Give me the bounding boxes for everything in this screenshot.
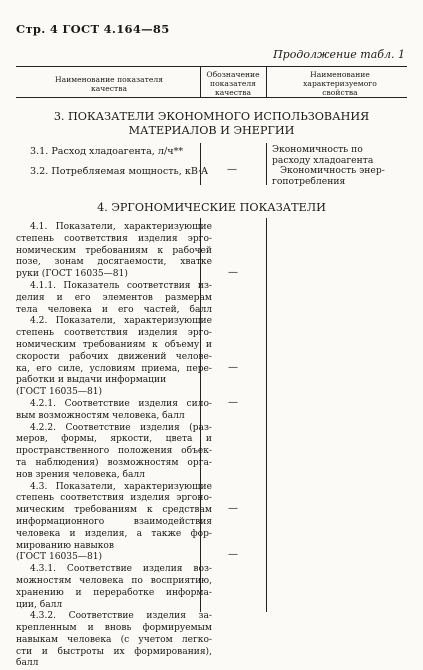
symbol-dash-4-1-1: — (228, 267, 238, 278)
text-line: руки (ГОСТ 16035—81) (16, 269, 128, 280)
text-line: позе, зонам досягаемости, хватке (16, 257, 212, 268)
column-header-symbol: Обозначение показателя качества (206, 70, 260, 97)
text-line: мическим требованиям к средствам (16, 505, 212, 516)
text-line: можностям человека по восприятию, (16, 575, 212, 586)
symbol-dash-4-3-1: — (228, 503, 238, 514)
text-line: мированию навыков (16, 540, 115, 551)
symbol-dash-4-2-1: — (228, 362, 238, 373)
column-divider-1-sec3 (200, 143, 201, 185)
text-line: 4.3.1. Соответствие изделия воз- (30, 564, 212, 575)
symbol-dash-4-2-2: — (228, 397, 238, 408)
section-4-text (16, 222, 212, 670)
text-line: (ГОСТ 16035—81) (16, 387, 103, 398)
text-line: 4.1. Показатели, характеризующие (30, 222, 212, 232)
text-line: номическим требованиям к рабочей (16, 245, 212, 256)
text-line: хранению и переработке информа- (16, 587, 212, 598)
table-header-rule (16, 97, 407, 98)
text-line: нов зрения человека, балл (16, 469, 145, 480)
column-divider-1 (200, 66, 201, 98)
text-line: скорости рабочих движений челове- (16, 351, 212, 362)
table-top-rule (16, 66, 407, 67)
text-line: степень соответствия изделия эрго- (16, 328, 212, 339)
section-3-title (16, 110, 407, 138)
text-line: вым возможностям человека, балл (16, 410, 185, 421)
text-line: 4.2.1. Соответствие изделия сило- (30, 398, 212, 409)
text-line: информационного взаимодействия (16, 516, 212, 527)
text-line: 4.3. Показатели, характеризующие (30, 481, 212, 492)
symbol-dash-4-3-2: — (228, 549, 238, 560)
section-3-title-line2: МАТЕРИАЛОВ И ЭНЕРГИИ (128, 124, 295, 137)
row-3-2-symbol: — (227, 164, 237, 175)
column-header-name: Наименование показателя качества (55, 75, 163, 93)
text-line: меров, формы, яркости, цвета и (16, 434, 212, 445)
text-line: работки и выдачи информации (16, 375, 167, 386)
column-divider-2 (266, 66, 267, 98)
text-line: пространственного положения объек- (16, 446, 212, 457)
text-line: (ГОСТ 16035—81) (16, 552, 103, 563)
row-3-2-property-line1: Экономичность энер- (280, 165, 385, 176)
text-line: номическим требованиям к объему и (16, 339, 212, 350)
text-line: навыкам человека (с учетом легко- (16, 634, 212, 645)
text-line: крепленным и вновь формируемым (16, 623, 212, 634)
row-3-2-property (272, 165, 385, 187)
text-line: степень соответствия изделия эрго- (16, 233, 212, 244)
text-line: 4.2. Показатели, характеризующие (30, 316, 212, 327)
text-line: тела человека и его частей, балл (16, 304, 212, 315)
text-line: делия и его элементов размерам (16, 292, 212, 303)
section-3-title-line1: 3. ПОКАЗАТЕЛИ ЭКОНОМНОГО ИСПОЛЬЗОВАНИЯ (53, 110, 370, 123)
column-divider-2-sec3 (266, 143, 267, 185)
row-3-2-name: 3.2. Потребляемая мощность, кВ·А (30, 166, 209, 177)
section-4-title: 4. ЭРГОНОМИЧЕСКИЕ ПОКАЗАТЕЛИ (97, 201, 326, 214)
text-line: сти и быстроты их формирования), (16, 646, 212, 657)
text-line: та наблюдения) возможностям орга- (16, 457, 212, 468)
row-3-1-property (272, 144, 373, 166)
row-3-1-property-line2: расходу хладоагента (272, 155, 374, 166)
text-line: степень соответствия изделия эргоно- (16, 493, 212, 504)
column-header-property: Наименование характеризуемого свойства (303, 70, 377, 97)
text-line: ка, его силе, условиям приема, пере- (16, 363, 212, 374)
row-3-1-property-line1: Экономичность по (272, 144, 363, 155)
column-divider-2-sec4 (266, 218, 267, 612)
page-header: Стр. 4 ГОСТ 4.164—85 (16, 22, 170, 36)
text-line: 4.2.2. Соответствие изделия (раз- (30, 422, 212, 433)
row-3-2-property-line2: гопотребления (272, 176, 346, 187)
text-line: 4.3.2. Соответствие изделия за- (30, 611, 212, 622)
row-3-1-name: 3.1. Расход хладоагента, л/ч** (30, 146, 184, 157)
text-line: 4.1.1. Показатель соответствия из- (30, 280, 212, 291)
text-line: балл (16, 658, 39, 669)
text-line: человека и изделия, а также фор- (16, 528, 212, 539)
table-continuation-label: Продолжение табл. 1 (273, 48, 405, 61)
text-line: ции, балл (16, 599, 63, 610)
